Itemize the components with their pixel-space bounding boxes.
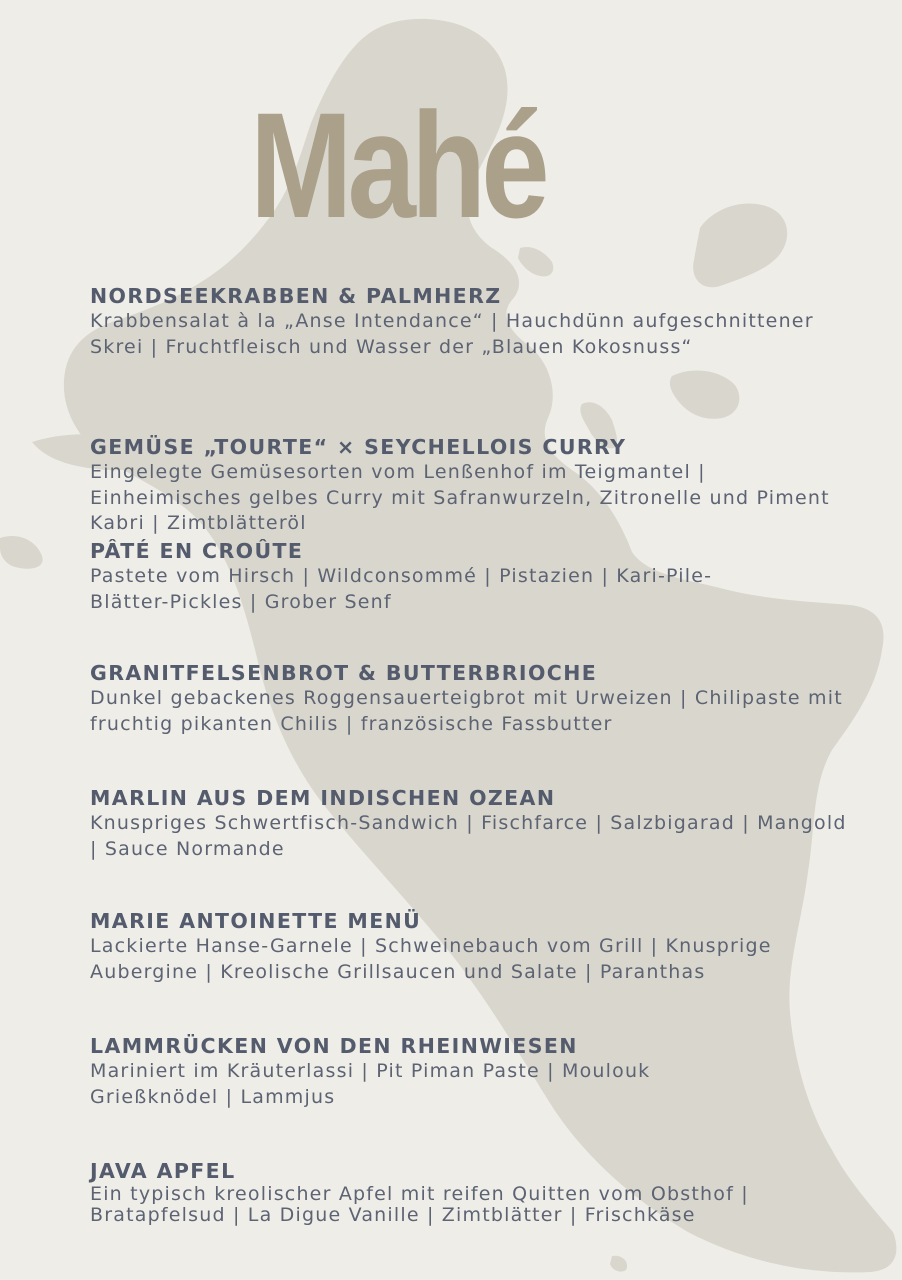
course-title: MARLIN AUS DEM INDISCHEN OZEAN (90, 786, 556, 810)
course-description: Krabbensalat à la „Anse Intendance“ | Hauchdünn aufgeschnittener Skrei | Fruchtfleisch und Wasser der „Blauen Kokosnuss“ (90, 310, 814, 358)
course-description: Lackierte Hanse-Garnele | Schweinebauch vom Grill | Knusprige Aubergine | Kreolische Grillsaucen und Salate | Paranthas (90, 935, 772, 983)
course-description: Ein typisch kreolischer Apfel mit reifen Quitten vom Obsthof | Bratapfelsud | La Digue Vanille | Zimtblätter | Frischkäse (90, 1183, 749, 1226)
course-description: Mariniert im Kräuterlassi | Pit Piman Paste | Moulouk Grießknödel | Lammjus (90, 1060, 651, 1108)
course-section (90, 786, 850, 862)
course-section (90, 1159, 850, 1226)
course-title: NORDSEEKRABBEN & PALMHERZ (90, 284, 502, 308)
course-section (90, 661, 850, 737)
course-section (90, 539, 790, 615)
course-title: GRANITFELSENBROT & BUTTERBRIOCHE (90, 661, 598, 685)
course-title: GEMÜSE „TOURTE“ × SEYCHELLOIS CURRY (90, 435, 627, 459)
course-title: PÂTÉ EN CROÛTE (90, 539, 304, 563)
course-section (90, 435, 850, 537)
course-description: Pastete vom Hirsch | Wildconsommé | Pistazien | Kari-Pile-Blätter-Pickles | Grober Senf (90, 565, 713, 613)
course-title: LAMMRÜCKEN VON DEN RHEINWIESEN (90, 1034, 578, 1058)
course-section (90, 909, 850, 985)
page-title: Mahé (250, 81, 545, 249)
course-description: Dunkel gebackenes Roggensauerteigbrot mit Urweizen | Chilipaste mit fruchtig pikanten Chilis | französische Fassbutter (90, 687, 843, 735)
course-section (90, 1034, 770, 1110)
course-description: Knuspriges Schwertfisch-Sandwich | Fischfarce | Salzbigarad | Mangold | Sauce Normande (90, 812, 847, 860)
course-title: MARIE ANTOINETTE MENÜ (90, 909, 422, 933)
course-section (90, 284, 850, 360)
course-description: Eingelegte Gemüsesorten vom Lenßenhof im Teigmantel | Einheimisches gelbes Curry mit Safranwurzeln, Zitronelle und Piment Kabri | Zimtblätteröl (90, 461, 830, 534)
course-title: JAVA APFEL (90, 1159, 236, 1183)
